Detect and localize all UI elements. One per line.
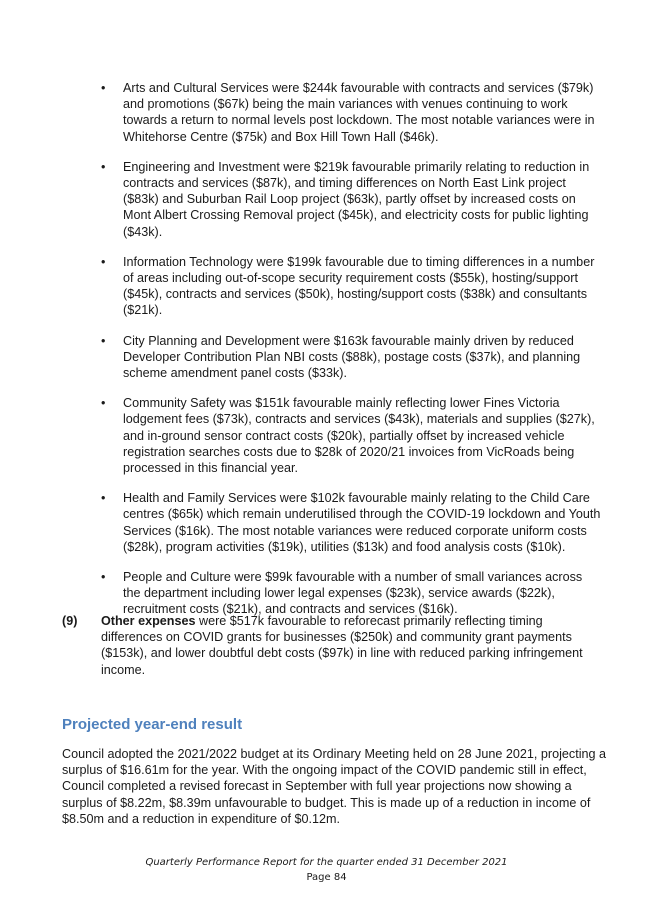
bullet-community-safety	[101, 395, 601, 476]
bullet-people-culture	[101, 569, 601, 618]
bullet-glyph: •	[101, 491, 106, 506]
bullet-glyph: •	[101, 81, 106, 95]
item-number: (9)	[62, 614, 78, 628]
bullet-glyph: •	[101, 396, 106, 411]
bullet-text: People and Culture were $99k favourable with a number of small variances across the department including lower legal expenses ($23k), service awards ($22k), recruitment costs ($21k), and contracts and services ($16k).	[123, 570, 583, 617]
item-lead: Other expenses	[101, 614, 196, 628]
bullet-text: Arts and Cultural Services were $244k favourable with contracts and services ($79k) and promotions ($67k) being the main variances with venues continuing to work towards a return to normal levels post lockdown. The most notable variances were in Whitehorse Centre ($75k) and Box Hill Town Hall ($46k).	[123, 81, 595, 144]
page-number: Page 84	[306, 872, 347, 883]
item-body	[101, 613, 602, 678]
bullet-health-family	[101, 490, 601, 555]
bullet-text: Information Technology were $199k favourable due to timing differences in a number of areas including out-of-scope security requirement costs ($55k), hosting/support ($45k), contracts and services ($50k), hosting/support costs ($38k) and consultants ($21k).	[123, 254, 595, 318]
footer-title: Quarterly Performance Report for the quarter ended 31 December 2021	[145, 857, 508, 868]
bullet-glyph: •	[101, 333, 106, 348]
item-text: were $517k favourable to reforecast primarily reflecting timing differences on COVID grants for businesses ($250k) and community grant payments ($153k), and lower doubtful debt costs ($97k) in line with reduced parking infringement income.	[101, 614, 583, 677]
numbered-item-9	[62, 613, 602, 678]
bullet-text: Community Safety was $151k favourable mainly reflecting lower Fines Victoria lodgement fees ($73k), contracts and services ($43k), materials and supplies ($27k), and in-ground sensor contract costs ($20k), partially offset by increased vehicle registration searches costs due to $28k of 2020/21 invoices from VicRoads being processed in this financial year.	[123, 396, 595, 476]
section-heading: Projected year-end result	[62, 716, 243, 733]
bullet-text: Health and Family Services were $102k favourable mainly relating to the Child Care centres ($65k) which remain underutilised through the COVID-19 lockdown and Youth Services ($16k). The most notable variances were reduced corporate uniform costs ($28k), program activities ($19k), utilities ($13k) and food analysis costs ($10k).	[123, 491, 601, 554]
page-footer	[0, 855, 653, 885]
bullet-glyph: •	[101, 159, 106, 174]
bullet-text: City Planning and Development were $163k favourable mainly driven by reduced Developer Contribution Plan NBI costs ($88k), postage costs ($37k), and planning scheme amendment panel costs ($33k).	[123, 333, 581, 381]
bullet-glyph: •	[101, 570, 106, 585]
bullet-glyph: •	[101, 254, 106, 269]
bullet-engineering-investment	[101, 159, 601, 240]
section-paragraph: Council adopted the 2021/2022 budget at its Ordinary Meeting held on 28 June 2021, projecting a surplus of $16.61m for the year. With the ongoing impact of the COVID pandemic still in effect, Council completed a revised forecast in September with full year projections now showing a surplus of $8.22m, $8.39m unfavourable to budget. This is made up of a reduction in income of $8.50m and a reduction in expenditure of $0.12m.	[62, 747, 607, 826]
bullet-information-technology	[101, 254, 601, 319]
bullet-arts-cultural	[101, 80, 601, 145]
bullet-city-planning	[101, 333, 601, 382]
bullet-text: Engineering and Investment were $219k favourable primarily relating to reduction in contracts and services ($87k), and timing differences on North East Link project ($83k) and Suburban Rail Loop project ($63k), partly offset by increased costs on Mont Albert Crossing Removal project ($45k), and electricity costs for public lighting ($43k).	[123, 159, 590, 239]
variance-bullet-list	[101, 80, 601, 632]
